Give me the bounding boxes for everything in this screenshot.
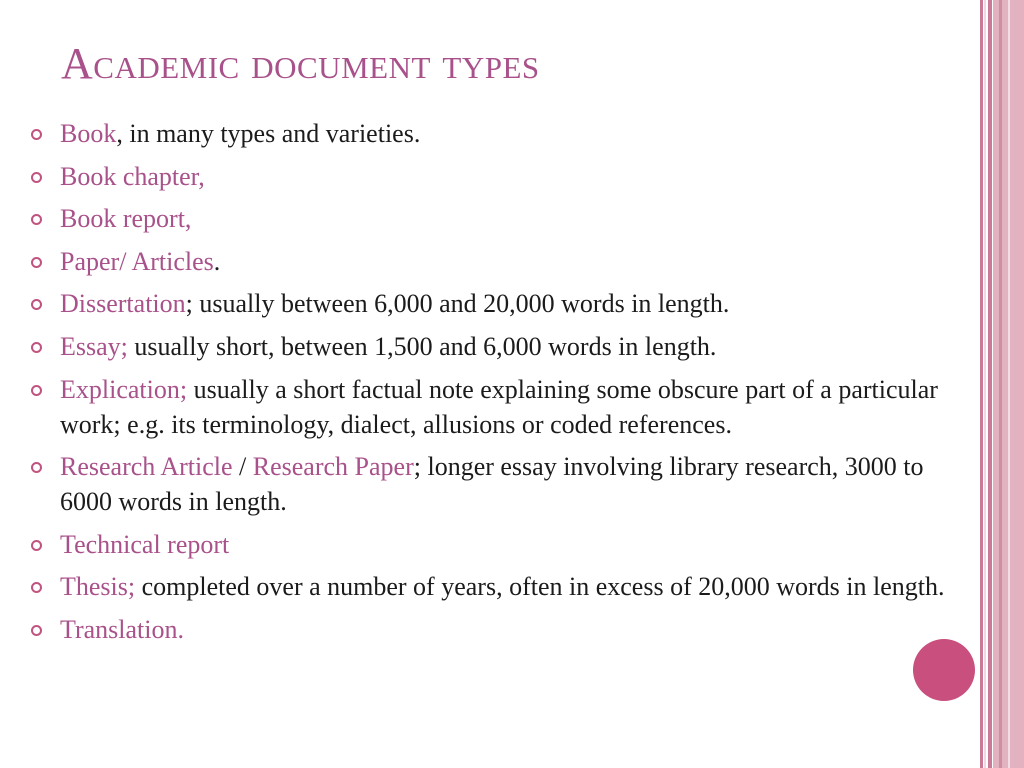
list-item <box>30 329 980 364</box>
list-item <box>30 372 980 442</box>
list-item <box>30 244 980 279</box>
decorative-side-stripes <box>980 0 1024 768</box>
list-item <box>30 527 980 562</box>
item-term: Explication; <box>60 374 188 404</box>
circle-bullet-icon <box>31 342 42 353</box>
item-text: usually short, between 1,500 and 6,000 words in length. <box>127 331 717 361</box>
item-text: . <box>213 246 221 276</box>
list-item <box>30 569 980 604</box>
circle-bullet-icon <box>31 540 42 551</box>
item-separator: / <box>232 452 253 482</box>
decorative-circle <box>913 639 975 701</box>
slide-title: Academic document types <box>61 39 540 88</box>
item-term: Technical report <box>60 529 230 559</box>
circle-bullet-icon <box>31 385 42 396</box>
circle-bullet-icon <box>31 257 42 268</box>
item-text: , in many types and varieties. <box>116 119 421 148</box>
bullet-list <box>30 116 980 655</box>
list-item <box>30 286 980 321</box>
item-term: Book <box>60 119 117 148</box>
list-item <box>30 612 980 647</box>
item-term: Book chapter, <box>60 161 205 191</box>
list-item <box>30 159 980 194</box>
circle-bullet-icon <box>31 625 42 636</box>
item-term: Dissertation <box>60 289 186 319</box>
circle-bullet-icon <box>31 214 42 225</box>
item-term: Book report, <box>60 204 192 234</box>
list-item <box>30 449 980 519</box>
circle-bullet-icon <box>31 582 42 593</box>
item-text: completed over a number of years, often in excess of 20,000 words in length. <box>135 572 945 602</box>
circle-bullet-icon <box>31 462 42 473</box>
item-text: ; longer essay involving library research, 3000 to 6000 words in length. <box>60 452 924 517</box>
item-term: Paper/ Articles <box>60 246 214 276</box>
circle-bullet-icon <box>31 299 42 310</box>
item-term: Essay; <box>60 331 128 361</box>
item-term: Thesis; <box>60 572 136 602</box>
list-item <box>30 116 980 151</box>
circle-bullet-icon <box>31 172 42 183</box>
item-text: ; usually between 6,000 and 20,000 words in length. <box>185 289 730 319</box>
item-text: usually a short factual note explaining some obscure part of a particular work; e.g. its terminology, dialect, allusions or coded references. <box>60 374 938 439</box>
circle-bullet-icon <box>31 129 42 140</box>
item-term-secondary: Research Paper <box>252 452 414 482</box>
item-term: Research Article <box>60 452 233 482</box>
item-term: Translation. <box>60 614 184 644</box>
list-item <box>30 201 980 236</box>
